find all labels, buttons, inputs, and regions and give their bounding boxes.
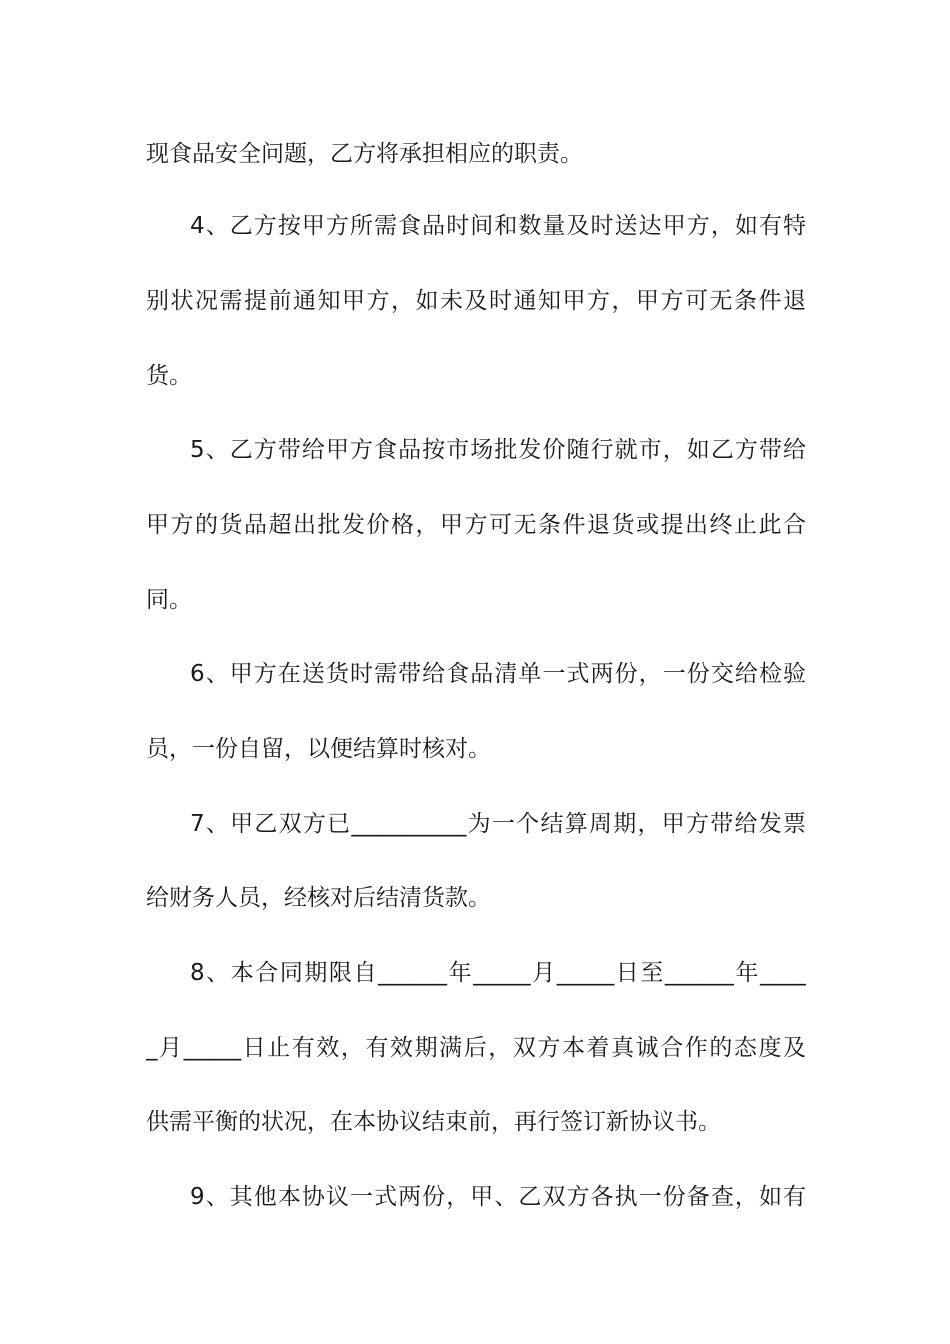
text-line: 同。 (146, 587, 192, 613)
text-line: 别状况需提前通知甲方，如未及时通知甲方，甲方可无条件退 (146, 288, 806, 314)
clause-4-line: 4、乙方按甲方所需食品时间和数量及时送达甲方，如有特 (190, 213, 806, 239)
clause-8-line: 8、本合同期限自______年_____月_____日至______年____ (190, 960, 806, 986)
clause-5-line: 5、乙方带给甲方食品按市场批发价随行就市，如乙方带给 (190, 437, 806, 463)
text-line: 给财务人员，经核对后结清货款。 (146, 885, 491, 911)
clause-9-line: 9、其他本协议一式两份，甲、乙双方各执一份备查，如有 (190, 1184, 806, 1210)
text-line: 员，一份自留，以便结算时核对。 (146, 736, 491, 762)
text-line: 货。 (146, 363, 192, 389)
text-line: 现食品安全问题，乙方将承担相应的职责。 (146, 141, 583, 167)
text-line: 甲方的货品超出批发价格，甲方可无条件退货或提出终止此合 (146, 512, 806, 538)
clause-7-line: 7、甲乙双方已__________为一个结算周期，甲方带给发票 (190, 811, 806, 837)
text-line: 供需平衡的状况，在本协议结束前，再行签订新协议书。 (146, 1109, 721, 1135)
text-line: _月_____日止有效，有效期满后，双方本着真诚合作的态度及 (146, 1035, 806, 1061)
clause-6-line: 6、甲方在送货时需带给食品清单一式两份，一份交给检验 (190, 661, 806, 687)
